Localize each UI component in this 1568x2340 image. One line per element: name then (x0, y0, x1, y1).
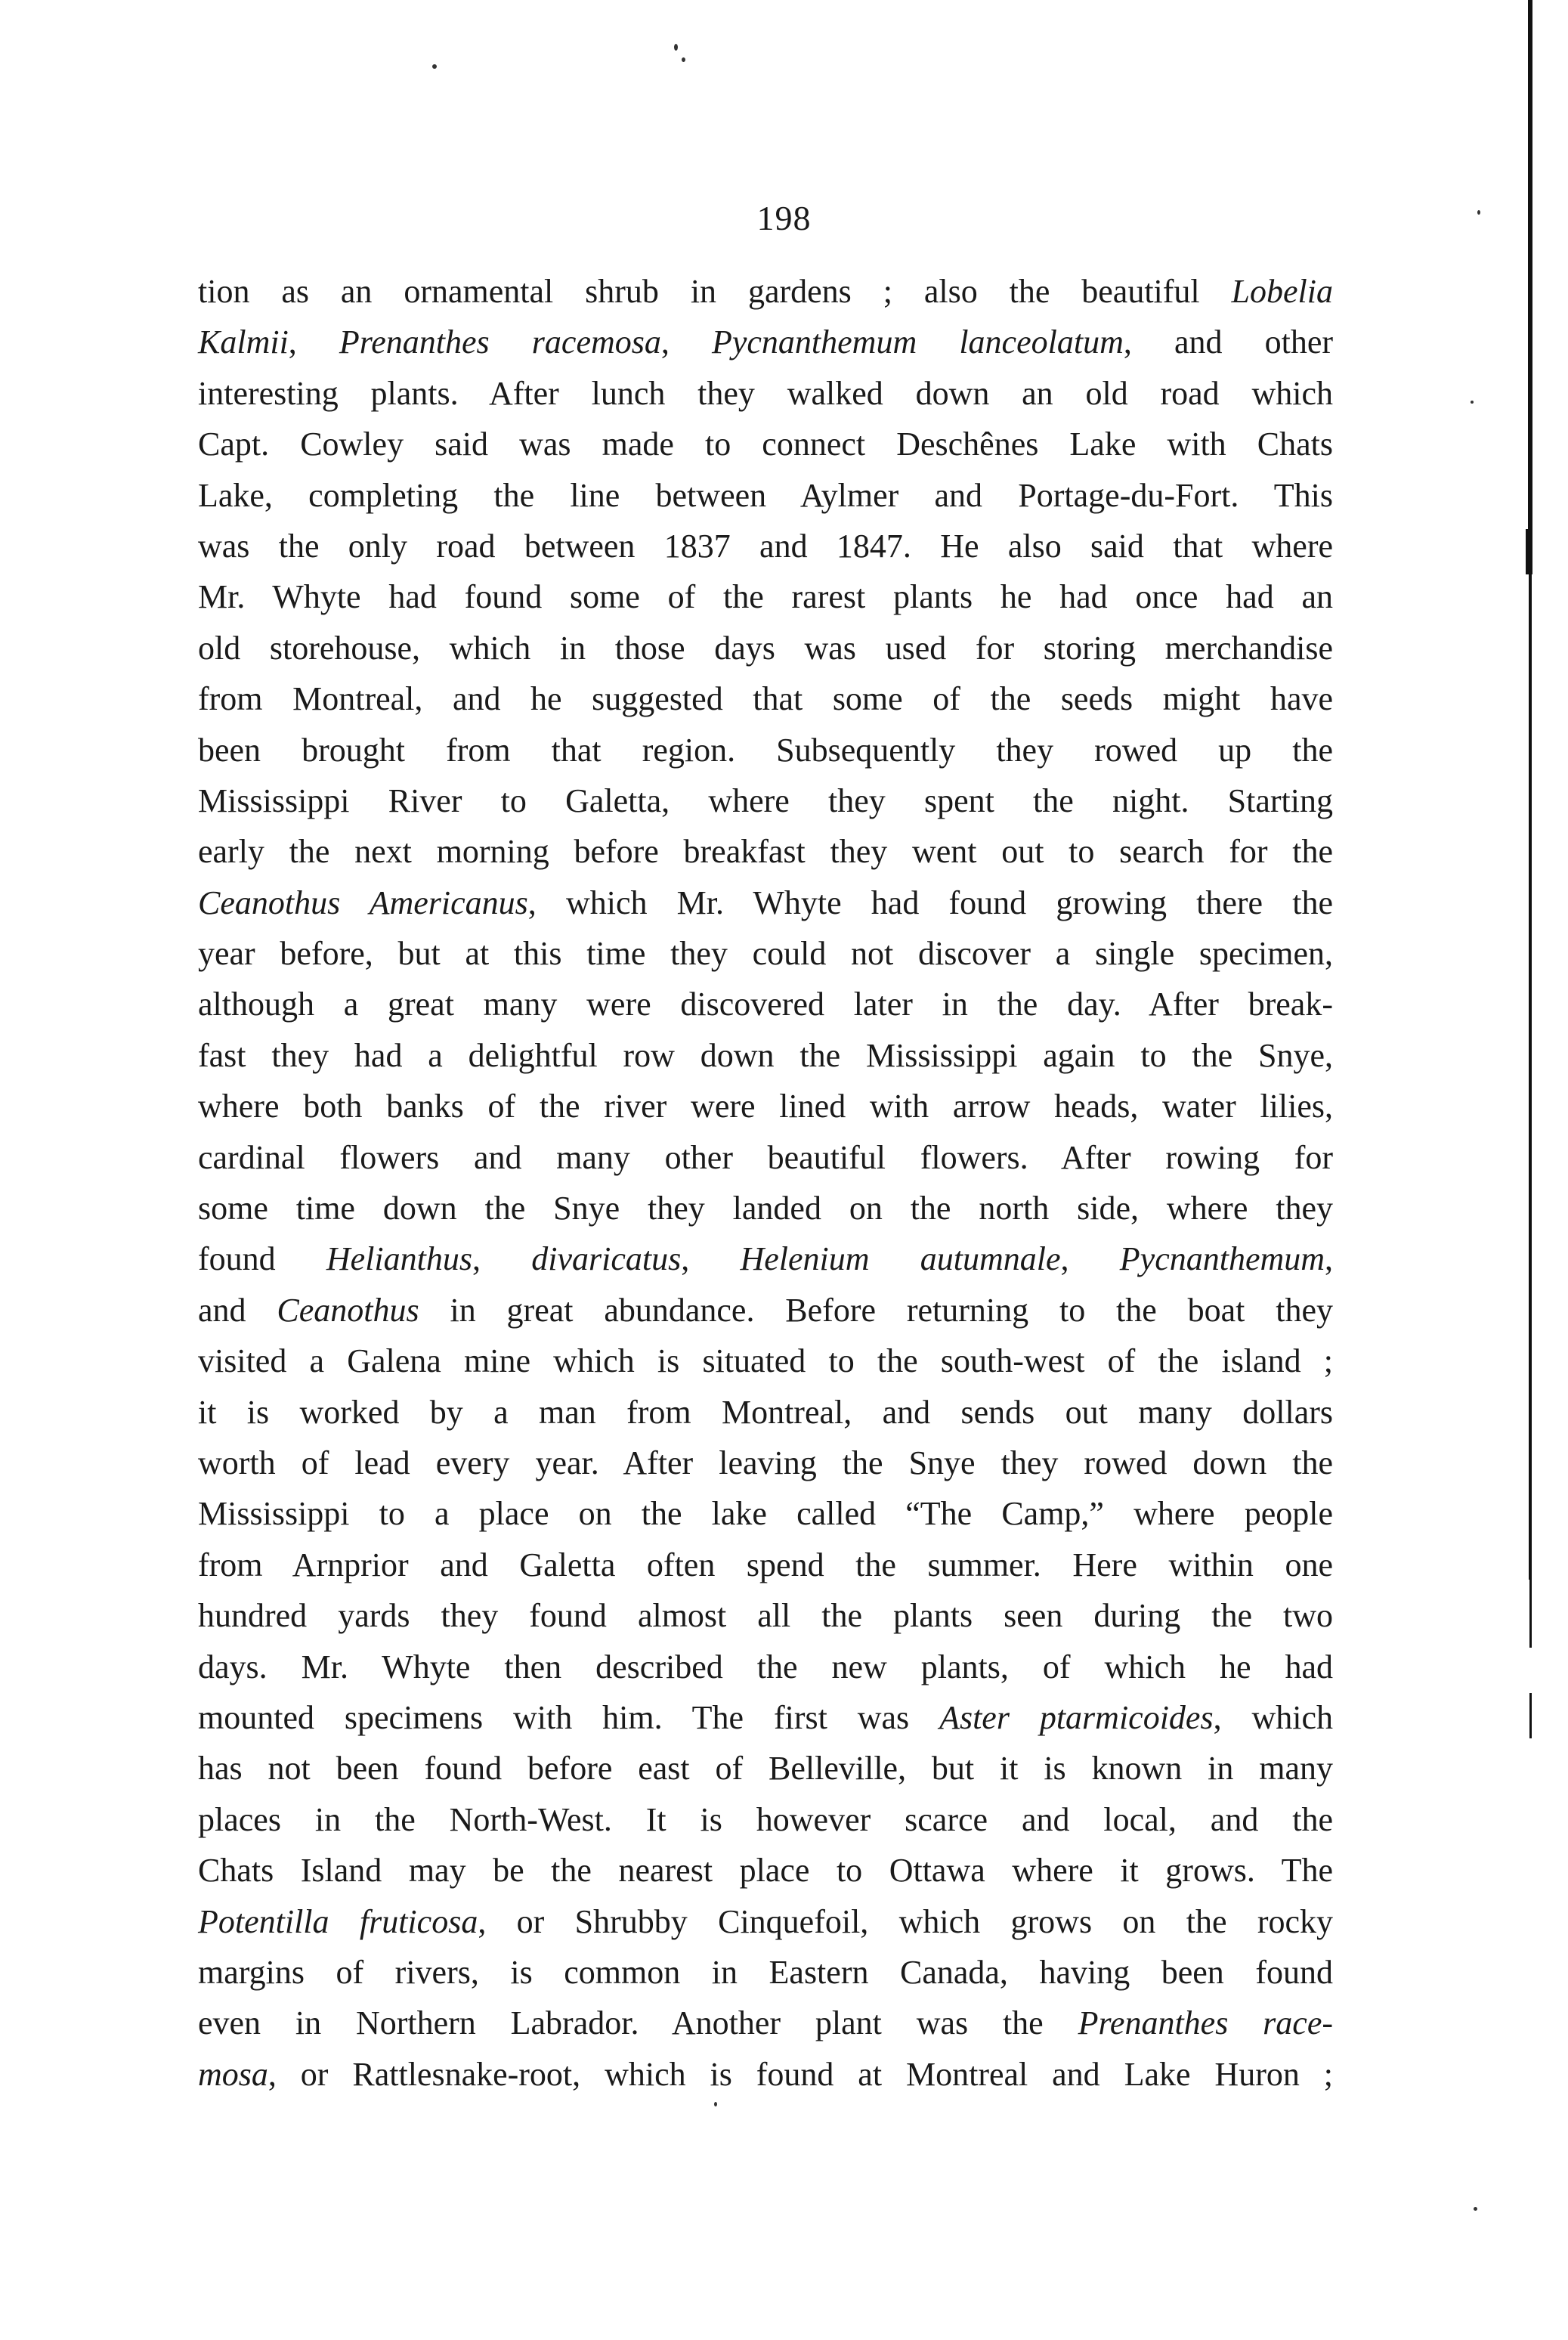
text-run: has not been found before east of Belleville, but it is known in many (198, 1750, 1333, 1788)
species-name: Helianthus (326, 1240, 472, 1278)
text-run: some time down the Snye they landed on the north side, where they (198, 1190, 1333, 1227)
text-run: was the only road between 1837 and 1847. He also said that where (198, 527, 1333, 565)
text-line (198, 878, 1333, 928)
text-line (198, 1794, 1333, 1845)
text-line (198, 266, 1333, 317)
scan-edge-rule (1529, 1693, 1532, 1738)
text-run: from Montreal, and he suggested that some of the seeds might have (198, 680, 1333, 718)
text-line (198, 1540, 1333, 1590)
text-line (198, 673, 1333, 724)
text-run: from Arnprior and Galetta often spend the summer. Here within one (198, 1546, 1333, 1583)
text-line (198, 521, 1333, 571)
species-name: divaricatus (531, 1240, 682, 1278)
text-line (198, 725, 1333, 775)
text-line (198, 1488, 1333, 1539)
species-name: Potentilla fruticosa (198, 1902, 478, 1940)
text-run: fast they had a delightful row down the Mississippi again to the Snye, (198, 1036, 1333, 1074)
text-run: even in Northern Labrador. Another plant was the (198, 2004, 1078, 2042)
text-run: margins of rivers, is common in Eastern Canada, having been found (198, 1953, 1333, 1991)
scan-edge-rule (1529, 574, 1532, 1580)
text-run: where both banks of the river were lined with arrow heads, water lilies, (198, 1088, 1333, 1125)
text-line (198, 826, 1333, 877)
text-run: Capt. Cowley said was made to connect Deschênes Lake with Chats (198, 426, 1333, 463)
text-line (198, 1081, 1333, 1131)
text-run: in great abundance. Before returning to the boat they (419, 1291, 1334, 1329)
scan-speck (682, 57, 685, 62)
species-name: Ceanothus Americanus (198, 884, 528, 921)
text-run: although a great many were discovered later in the day. After break- (198, 986, 1333, 1023)
species-name: Ceanothus (277, 1291, 419, 1329)
text-run: been brought from that region. Subsequently they rowed up the (198, 731, 1333, 769)
text-line (198, 368, 1333, 419)
species-name: Helenium autumnale (740, 1240, 1061, 1278)
text-run: , which (1213, 1698, 1334, 1736)
text-run: old storehouse, which in those days was used for storing merchandise (198, 629, 1333, 667)
text-run: , (1325, 1240, 1334, 1278)
text-run: , which Mr. Whyte had found growing there the (527, 884, 1333, 921)
scan-edge-rule (1529, 1580, 1532, 1648)
text-line (198, 1336, 1333, 1386)
text-run: Mr. Whyte had found some of the rarest plants he had once had an (198, 578, 1333, 616)
text-line (198, 1285, 1333, 1336)
scan-speck (432, 64, 437, 69)
text-line (198, 470, 1333, 521)
scan-speck (1477, 210, 1480, 215)
text-run: , (1060, 1240, 1120, 1278)
text-line (198, 1642, 1333, 1692)
text-run: Mississippi to a place on the lake called “The Camp,” where people (198, 1495, 1333, 1533)
text-run: , and other (1123, 323, 1333, 361)
species-name: Prenanthes racemosa (339, 323, 661, 361)
species-name: Pycnanthemum lanceolatum (711, 323, 1124, 361)
body-text (198, 266, 1333, 2100)
text-run: , or Rattlesnake-root, which is found at Montreal and Lake Huron ; (268, 2055, 1333, 2093)
scan-speck (674, 44, 678, 51)
text-line (198, 1438, 1333, 1488)
text-run: interesting plants. After lunch they walked down an old road which (198, 374, 1333, 412)
text-run: hundred yards they found almost all the plants seen during the two (198, 1597, 1333, 1635)
species-name: Pycnanthemum (1119, 1240, 1325, 1278)
text-run: and (198, 1291, 277, 1329)
scan-edge-rule (1526, 529, 1532, 574)
text-run: , (288, 323, 339, 361)
species-name: Kalmii (198, 323, 289, 361)
text-run: visited a Galena mine which is situated to the south-west of the island ; (198, 1342, 1333, 1380)
species-name: mosa (198, 2055, 268, 2093)
scan-speck (1474, 2207, 1477, 2211)
text-run: places in the North-West. It is however scarce and local, and the (198, 1800, 1333, 1838)
text-line (198, 1998, 1333, 2048)
text-run: Lake, completing the line between Aylmer and Portage-du-Fort. This (198, 476, 1333, 514)
text-line (198, 571, 1333, 622)
text-line (198, 1896, 1333, 1947)
scan-speck (1471, 401, 1474, 404)
species-name: Prenanthes race- (1078, 2004, 1334, 2042)
text-run: cardinal flowers and many other beautiful flowers. After rowing for (198, 1138, 1333, 1176)
text-run: it is worked by a man from Montreal, and sends out many dollars (198, 1393, 1333, 1431)
text-line (198, 623, 1333, 673)
text-run: mounted specimens with him. The first was (198, 1698, 940, 1736)
text-run: Chats Island may be the nearest place to Ottawa where it grows. The (198, 1852, 1333, 1890)
text-line (198, 1590, 1333, 1641)
species-name: Aster ptarmicoides (939, 1698, 1214, 1736)
text-run: , (681, 1240, 741, 1278)
text-line (198, 1692, 1333, 1743)
text-run: found (198, 1240, 326, 1278)
text-run: Mississippi River to Galetta, where they spent the night. Starting (198, 782, 1333, 819)
text-line (198, 2049, 1333, 2100)
text-run: tion as an ornamental shrub in gardens ; also the beautiful (198, 273, 1232, 310)
scan-speck (714, 2102, 717, 2106)
text-line (198, 928, 1333, 979)
text-line (198, 419, 1333, 469)
text-line (198, 1743, 1333, 1794)
text-line (198, 979, 1333, 1029)
text-line (198, 1030, 1333, 1081)
text-line (198, 1183, 1333, 1233)
text-line (198, 1233, 1333, 1284)
text-run: worth of lead every year. After leaving the Snye they rowed down the (198, 1444, 1333, 1481)
text-run: year before, but at this time they could not discover a single specimen, (198, 935, 1333, 973)
text-run: days. Mr. Whyte then described the new plants, of which he had (198, 1648, 1333, 1685)
text-line (198, 1947, 1333, 1998)
scan-edge-rule (1528, 0, 1532, 529)
text-line (198, 775, 1333, 826)
text-line (198, 317, 1333, 367)
text-line (198, 1387, 1333, 1438)
text-run: early the next morning before breakfast they went out to search for the (198, 833, 1333, 871)
text-line (198, 1845, 1333, 1896)
text-line (198, 1132, 1333, 1183)
page-number: 198 (756, 199, 812, 237)
species-name: Lobelia (1231, 273, 1333, 310)
text-run: , or Shrubby Cinquefoil, which grows on the rocky (478, 1902, 1334, 1940)
text-run: , (472, 1240, 532, 1278)
text-run: , (660, 323, 712, 361)
